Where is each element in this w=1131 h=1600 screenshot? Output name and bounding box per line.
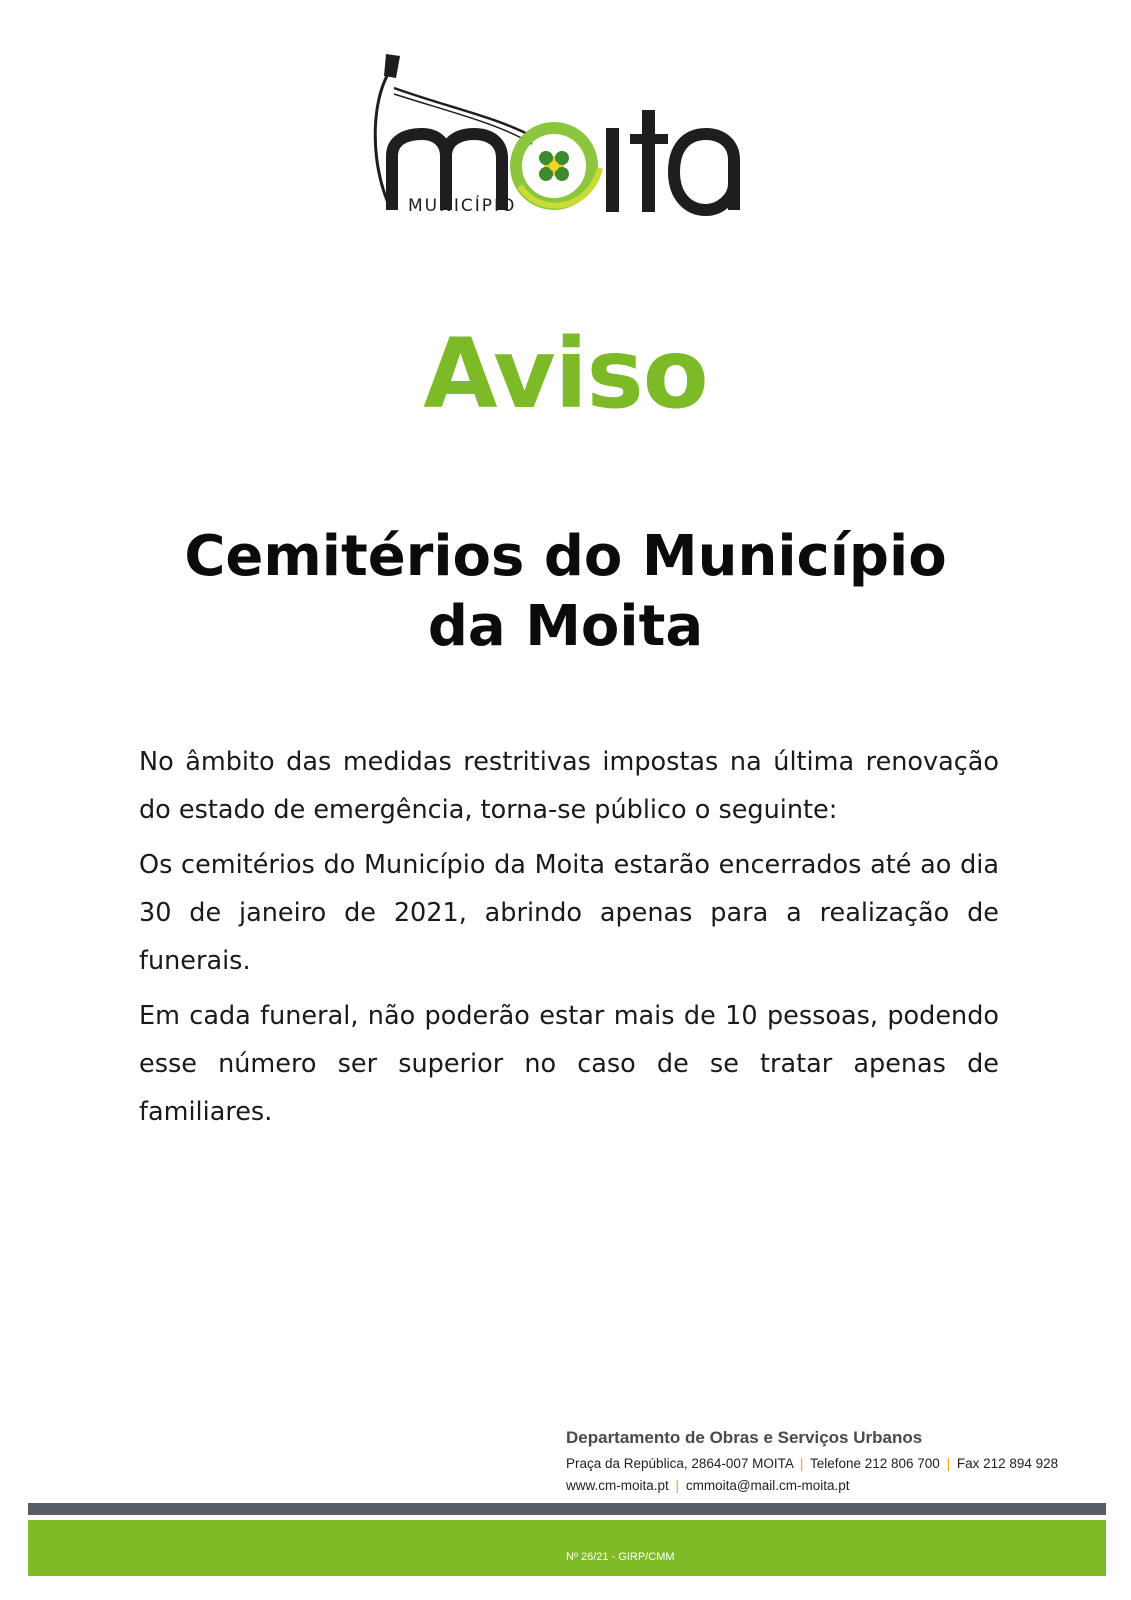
moita-logo-graphic [360, 48, 760, 228]
department-name: Departamento de Obras e Serviços Urbanos [566, 1428, 923, 1447]
footer-contact [566, 1426, 1058, 1497]
separator: | [675, 1478, 680, 1493]
email-link[interactable]: cmmoita@mail.cm-moita.pt [685, 1478, 850, 1493]
subtitle-line-2: da Moita [427, 594, 704, 659]
paragraph-2: Os cemitérios do Município da Moita estarão encerrados até ao dia 30 de janeiro de 2021, abrindo apenas para a realização de funerais. [139, 850, 999, 976]
municipio-moita-logo [360, 48, 760, 228]
phone: Telefone 212 806 700 [809, 1456, 940, 1471]
notice-body [139, 738, 999, 1143]
website-link[interactable]: www.cm-moita.pt [566, 1478, 669, 1493]
address: Praça da República, 2864-007 MOITA [566, 1456, 794, 1471]
paragraph-3: Em cada funeral, não poderão estar mais de 10 pessoas, podendo esse número ser superior no caso de se tratar apenas de familiares. [139, 1001, 999, 1127]
document-reference: Nº 26/21 - GIRP/CMM [566, 1551, 675, 1563]
paragraph-1: No âmbito das medidas restritivas impostas na última renovação do estado de emergência, torna-se público o seguinte: [139, 747, 999, 825]
address-line [566, 1453, 1058, 1475]
notice-subtitle [0, 522, 1131, 662]
footer-green-bar [28, 1520, 1106, 1576]
notice-title: Aviso [423, 318, 708, 430]
subtitle-line-1: Cemitérios do Município [184, 524, 947, 589]
web-line [566, 1475, 1058, 1497]
separator: | [946, 1456, 951, 1471]
logo-subtitle-text: MUNICÍPIO [408, 196, 517, 216]
separator: | [799, 1456, 804, 1471]
fax: Fax 212 894 928 [956, 1456, 1059, 1471]
footer-gray-bar [28, 1503, 1106, 1515]
